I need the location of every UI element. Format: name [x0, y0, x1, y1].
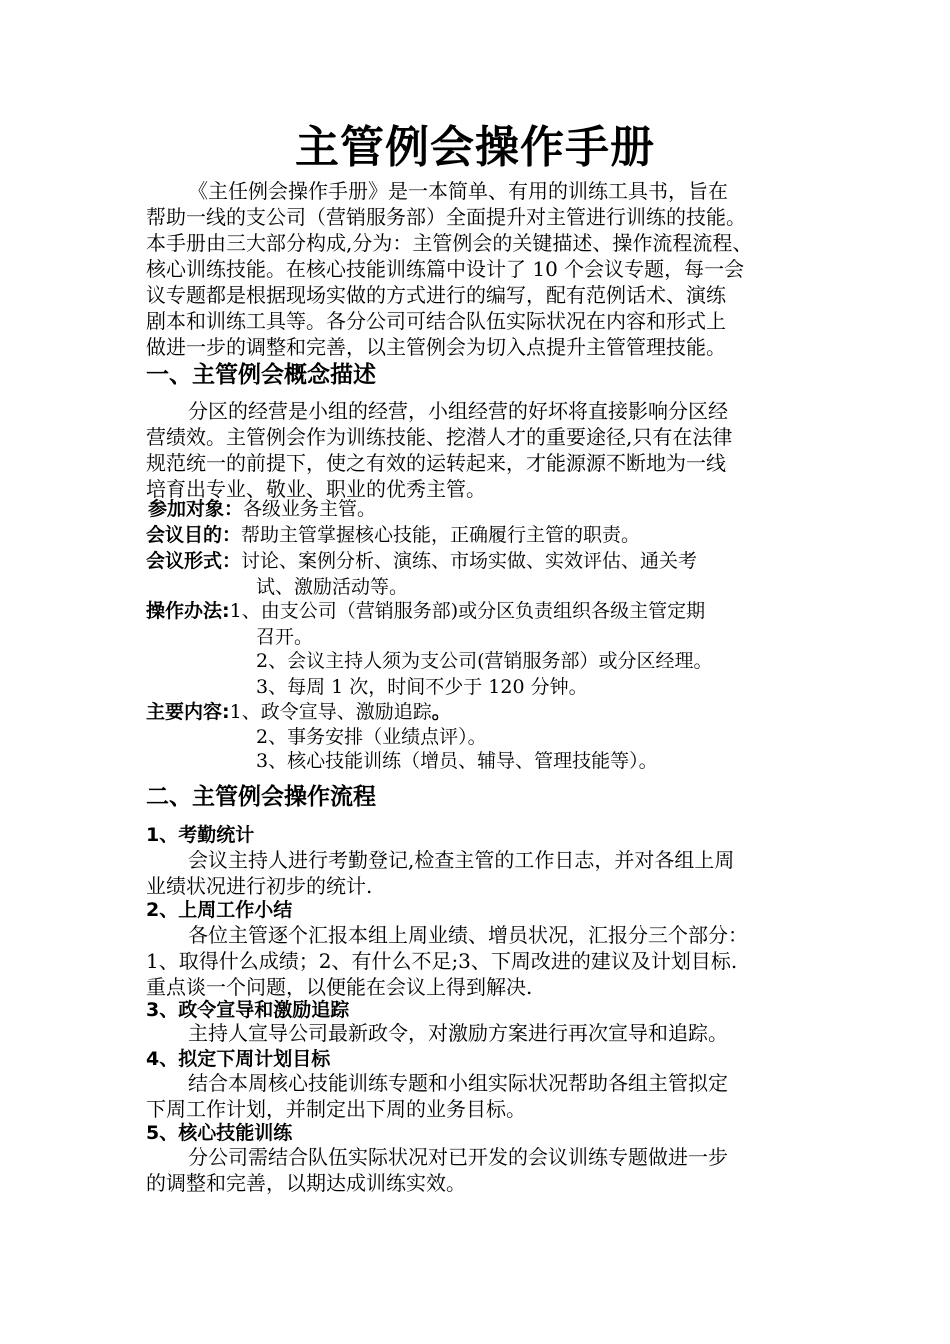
step-body	[146, 1020, 836, 1046]
intro-line: 做进一步的调整和完善，以主管例会为切入点提升主管管理技能。	[146, 335, 726, 359]
intro-line: 议专题都是根据现场实做的方式进行的编写，配有范例话术、演练	[146, 283, 726, 307]
participants-field	[148, 496, 838, 522]
content-item-1-end: 。	[431, 701, 451, 723]
intro-line: 核心训练技能。在核心技能训练篇中设计了 10 个会议专题，每一会	[146, 257, 745, 281]
section1-paragraph	[146, 398, 836, 502]
step-heading: 3、政令宣导和激励追踪	[146, 999, 350, 1021]
intro-line: 本手册由三大部分构成,分为：主管例会的关键描述、操作流程流程、	[146, 231, 753, 255]
format-value: 讨论、案例分析、演练、市场实做、实效评估、通关考	[241, 550, 698, 572]
step-line: 结合本周核心技能训练专题和小组实际状况帮助各组主管拟定	[188, 1071, 728, 1095]
format-field	[146, 548, 836, 574]
method-item-1-cont: 召开。	[256, 626, 314, 648]
step-line: 的调整和完善，以期达成训练实效。	[146, 1171, 466, 1195]
method-item-2: 2、会议主持人须为支公司(营销服务部）或分区经理。	[256, 650, 713, 672]
step-body	[146, 1144, 836, 1196]
step-heading: 4、拟定下周计划目标	[146, 1048, 331, 1070]
intro-paragraph	[146, 178, 836, 360]
participants-value: 各级业务主管。	[243, 498, 377, 520]
step-line: 主持人宣导公司最新政令，对激励方案进行再次宣导和追踪。	[188, 1021, 728, 1045]
step-body	[146, 922, 836, 1000]
step-heading: 2、上周工作小结	[146, 899, 293, 921]
purpose-label: 会议目的：	[146, 524, 242, 546]
step-line: 分公司需结合队伍实际状况对已开发的会议训练专题做进一步	[188, 1145, 728, 1169]
step-body	[146, 847, 836, 899]
method-field	[146, 598, 836, 624]
step-line: 会议主持人进行考勤登记,检查主管的工作日志，并对各组上周	[188, 848, 735, 872]
method-item-1: 1、由支公司（营销服务部)或分区负责组织各级主管定期	[229, 600, 706, 622]
section1-line: 分区的经营是小组的经营，小组经营的好坏将直接影响分区经	[188, 399, 728, 423]
content-item-2: 2、事务安排（业绩点评）。	[256, 726, 487, 748]
intro-line: 《主任例会操作手册》是一本简单、有用的训练工具书，旨在	[188, 179, 728, 203]
step-heading: 1、考勤统计	[146, 824, 255, 846]
format-label: 会议形式：	[146, 550, 242, 572]
step-line: 1、取得什么成绩；2、有什么不足;3、下周改进的建议及计划目标.	[146, 949, 738, 973]
content-label: 主要内容:	[146, 701, 230, 723]
purpose-value: 帮助主管掌握核心技能，正确履行主管的职责。	[241, 524, 641, 546]
step-line: 各位主管逐个汇报本组上周业绩、增员状况，汇报分三个部分：	[188, 923, 748, 947]
content-field	[146, 699, 836, 725]
step-body	[146, 1070, 836, 1122]
content-item-3: 3、核心技能训练（增员、辅导、管理技能等）。	[256, 750, 658, 772]
intro-line: 剧本和训练工具等。各分公司可结合队伍实际状况在内容和形式上	[146, 309, 726, 333]
step-line: 重点谈一个问题，以便能在会议上得到解决.	[146, 975, 533, 999]
page-title: 主管例会操作手册	[295, 122, 655, 173]
section1-line: 规范统一的前提下，使之有效的运转起来，才能源源不断地为一线	[146, 451, 726, 475]
format-value-cont: 试、激励活动等。	[256, 576, 409, 598]
section-heading: 二、主管例会操作流程	[146, 784, 376, 810]
method-label: 操作办法:	[146, 600, 230, 622]
method-item-3: 3、每周 1 次，时间不少于 120 分钟。	[256, 676, 588, 698]
participants-label: 参加对象：	[148, 498, 244, 520]
purpose-field	[146, 522, 836, 548]
intro-line: 帮助一线的支公司（营销服务部）全面提升对主管进行训练的技能。	[146, 205, 746, 229]
section-heading: 一、主管例会概念描述	[146, 362, 376, 388]
step-line: 下周工作计划，并制定出下周的业务目标。	[146, 1097, 526, 1121]
content-item-1: 1、政令宣导、激励追踪	[229, 701, 432, 723]
step-line: 业绩状况进行初步的统计.	[146, 874, 373, 898]
section1-line: 培育出专业、敬业、职业的优秀主管。	[146, 477, 486, 501]
section1-line: 营绩效。主管例会作为训练技能、挖潜人才的重要途径,只有在法律	[146, 425, 733, 449]
step-heading: 5、核心技能训练	[146, 1122, 293, 1144]
